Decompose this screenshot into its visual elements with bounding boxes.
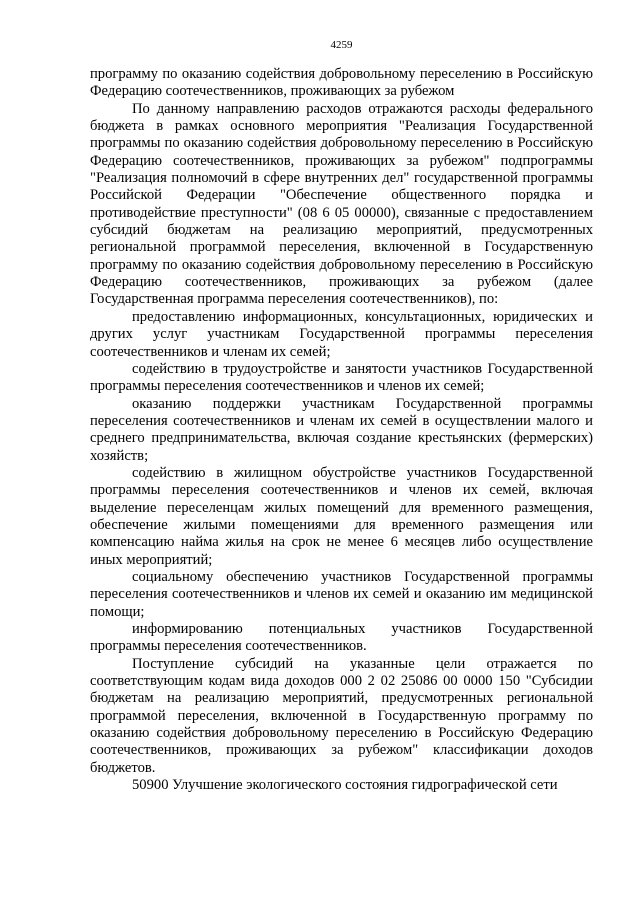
paragraph: По данному направлению расходов отражаются расходы федерального бюджета в рамках основного мероприятия "Реализация Государственной программы по оказанию содействия добровольному переселению в Российскую Федерацию соотечественников, проживающих за рубежом" подпрограммы "Реализация полномочий в сфере внутренних дел" государственной программы Российской Федерации "Обеспечение общественного порядка и противодействие преступности" (08 6 05 00000), связанные с предоставлением субсидий бюджетам на реализацию мероприятий, предусмотренных региональной программой переселения, включенной в Государственную программу по оказанию содействия добровольному переселению в Российскую Федерацию соотечественников, проживающих за рубежом (далее Государственная программа переселения соотечественников), по: [90, 100, 593, 308]
paragraph: социальному обеспечению участников Государственной программы переселения соотечественников и членов их семей и оказанию им медицинской помощи; [90, 568, 593, 620]
paragraph: содействию в трудоустройстве и занятости участников Государственной программы переселения соотечественников и членов их семей; [90, 360, 593, 395]
paragraph: содействию в жилищном обустройстве участников Государственной программы переселения соотечественников и членов их семей, включая выделение переселенцам жилых помещений для временного размещения, обеспечение жилыми помещениями для временного размещения или компенсацию найма жилья на срок не менее 6 месяцев либо осуществление иных мероприятий; [90, 464, 593, 568]
paragraph: оказанию поддержки участникам Государственной программы переселения соотечественников и членам их семей в осуществлении малого и среднего предпринимательства, включая создание крестьянских (фермерских) хозяйств; [90, 395, 593, 464]
paragraph: предоставлению информационных, консультационных, юридических и других услуг участникам Государственной программы переселения соотечественников и членам их семей; [90, 308, 593, 360]
document-body [90, 66, 593, 794]
paragraph: информированию потенциальных участников Государственной программы переселения соотечественников. [90, 621, 593, 655]
paragraph: программу по оказанию содействия добровольному переселению в Российскую Федерацию соотечественников, проживающих за рубежом [90, 66, 593, 100]
page-number: 4259 [330, 39, 353, 51]
section-heading-line: 50900 Улучшение экологического состояния гидрографической сети [132, 777, 558, 794]
paragraph: Поступление субсидий на указанные цели отражается по соответствующим кодам вида доходов 000 2 02 25086 00 0000 150 "Субсидии бюджетам на реализацию мероприятий, предусмотренных региональной программой переселения, включенной в Государственную программу по оказанию содействия добровольному переселению в Российскую Федерацию соотечественников, проживающих за рубежом" классификации доходов бюджетов. [90, 655, 593, 776]
